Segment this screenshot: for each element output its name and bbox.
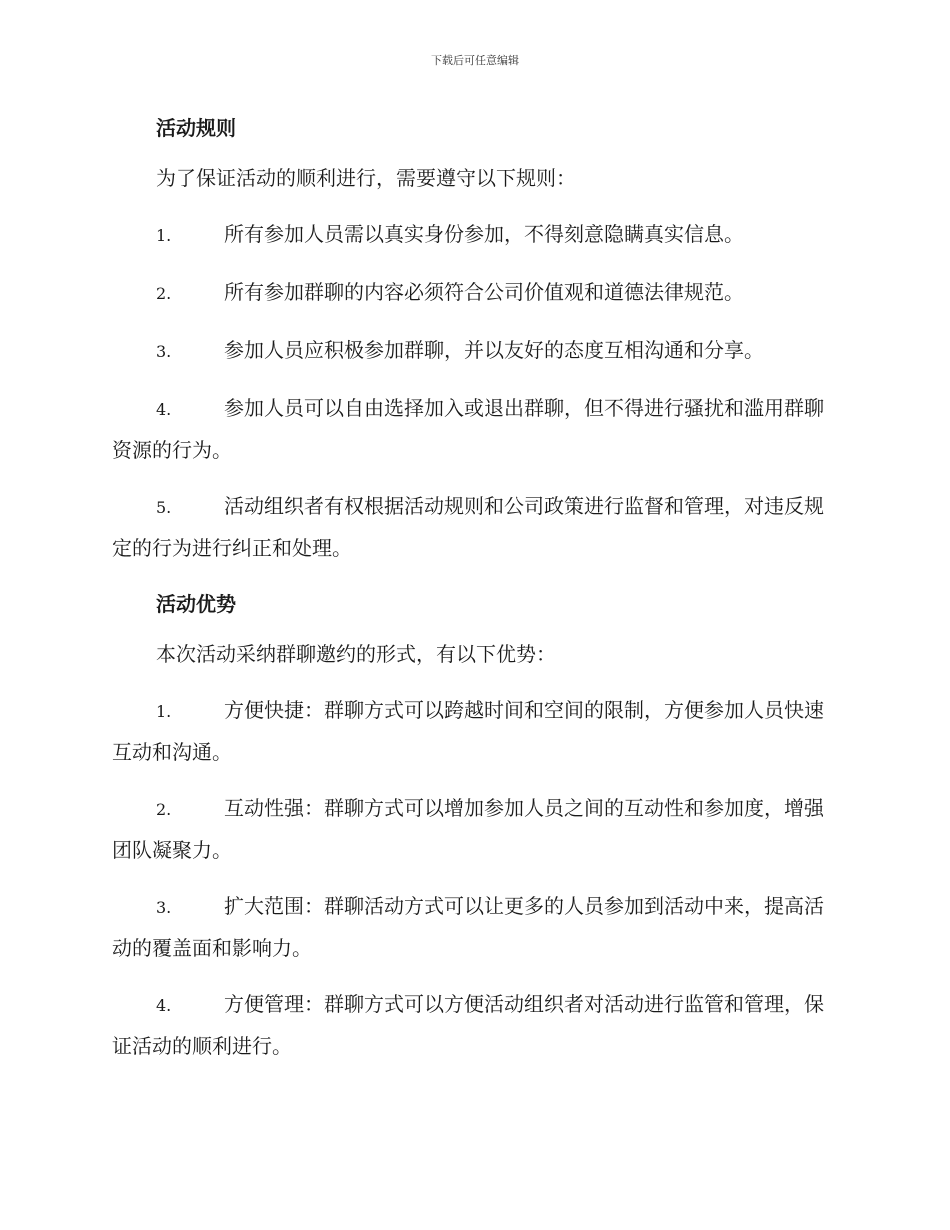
advantages-item-number: 3. [156,898,172,917]
rules-item-text: 活动组织者有权根据活动规则和公司政策进行监督和管理，对违反规定的行为进行纠正和处理。 [112,494,824,560]
advantages-heading: 活动优势 [156,592,236,616]
advantages-item-1 [112,690,837,772]
rules-item-number: 2. [156,284,172,303]
rules-item-number: 4. [156,400,172,419]
rules-item-3 [112,330,837,372]
page-header-note: 下载后可任意编辑 [431,54,519,67]
advantages-item-number: 1. [156,702,172,721]
document-body [112,108,837,1082]
rules-item-1 [112,214,837,256]
advantages-item-number: 2. [156,800,172,819]
rules-item-2 [112,272,837,314]
advantages-item-text: 互动性强：群聊方式可以增加参加人员之间的互动性和参加度，增强团队凝聚力。 [112,796,824,862]
rules-item-text: 所有参加群聊的内容必须符合公司价值观和道德法律规范。 [224,280,744,304]
advantages-item-text: 方便管理：群聊方式可以方便活动组织者对活动进行监管和管理，保证活动的顺利进行。 [112,992,824,1058]
rules-intro: 为了保证活动的顺利进行，需要遵守以下规则： [156,166,576,190]
advantages-item-text: 扩大范围：群聊活动方式可以让更多的人员参加到活动中来，提高活动的覆盖面和影响力。 [112,894,824,960]
rules-heading: 活动规则 [156,116,236,140]
rules-item-number: 5. [156,498,172,517]
advantages-item-text: 方便快捷：群聊方式可以跨越时间和空间的限制，方便参加人员快速互动和沟通。 [112,698,824,764]
rules-item-text: 所有参加人员需以真实身份参加，不得刻意隐瞒真实信息。 [224,222,744,246]
rules-item-text: 参加人员可以自由选择加入或退出群聊，但不得进行骚扰和滥用群聊资源的行为。 [112,396,824,462]
advantages-intro: 本次活动采纳群聊邀约的形式，有以下优势： [156,642,556,666]
advantages-item-number: 4. [156,996,172,1015]
advantages-item-3 [112,886,837,968]
rules-item-number: 1. [156,226,172,245]
rules-item-4 [112,388,837,470]
rules-item-text: 参加人员应积极参加群聊，并以友好的态度互相沟通和分享。 [224,338,764,362]
rules-item-number: 3. [156,342,172,361]
advantages-item-4 [112,984,837,1066]
rules-item-5 [112,486,837,568]
advantages-item-2 [112,788,837,870]
